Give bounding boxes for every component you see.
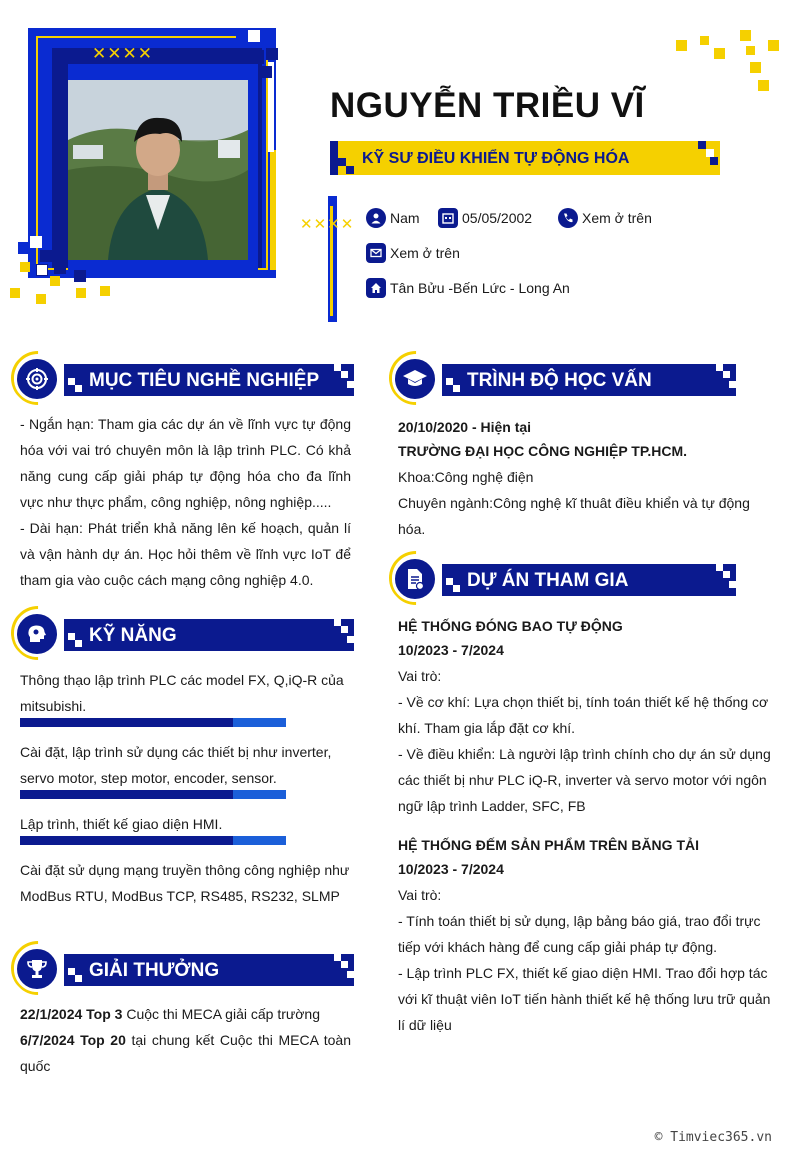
skill-fill bbox=[20, 790, 233, 799]
project-role-line: - Về điều khiển: Là người lập trình chính cho dự án sử dụng các thiết bị như PLC iQ-R, inverter và servo motor với ngôn ngữ lập trình Ladder, SFC, FB bbox=[398, 746, 771, 814]
contact-phone bbox=[558, 208, 652, 228]
job-title-bar-accent bbox=[330, 141, 338, 175]
calendar-icon bbox=[438, 208, 458, 228]
pixel-deco bbox=[723, 371, 730, 378]
education-school: TRƯỜNG ĐẠI HỌC CÔNG NGHIỆP TP.HCM. bbox=[398, 443, 688, 459]
objective-long-term: - Dài hạn: Phát triển khả năng lên kế hoạch, quản lí và vận hành dự án. Học hỏi thêm về lĩnh vực IoT để tham gia vào cuộc cách mạng công nghiệp 4.0. bbox=[20, 520, 351, 588]
footer-brand[interactable]: © Timviec365.vn bbox=[654, 1130, 772, 1145]
project-role-label: Vai trò: bbox=[398, 887, 442, 903]
skill-bar-3 bbox=[20, 836, 286, 845]
pixel-deco bbox=[100, 286, 110, 296]
pixel-deco bbox=[341, 626, 348, 633]
skill-fill bbox=[20, 718, 233, 727]
section-header-skills bbox=[64, 619, 354, 651]
document-icon bbox=[392, 556, 438, 602]
avatar bbox=[68, 80, 248, 260]
pixel-deco bbox=[75, 975, 82, 982]
brain-icon bbox=[14, 611, 60, 657]
award-desc: Cuộc thi MECA giải cấp trường bbox=[126, 1006, 320, 1022]
award-item-1 bbox=[20, 1001, 351, 1027]
project-role-line: - Về cơ khí: Lựa chọn thiết bị, tính toán thiết kế hệ thống cơ khí. Tham gia lắp đặt cơ khí. bbox=[398, 694, 769, 736]
pixel-deco bbox=[74, 270, 86, 282]
project-period: 10/2023 - 7/2024 bbox=[398, 642, 504, 658]
pixel-deco bbox=[68, 378, 75, 385]
section-header-education bbox=[442, 364, 736, 396]
graduation-cap-icon bbox=[392, 356, 438, 402]
objective-short-term: - Ngắn hạn: Tham gia các dự án về lĩnh vực tự động hóa với vai tró chuyên môn là lập trình PLC. Có khả năng cung cấp giải pháp tự động hóa cho đa lĩnh vực như thực phẩm, công nghiệp, nông nghiệp..... bbox=[20, 416, 351, 510]
pixel-deco bbox=[700, 36, 709, 45]
project-name: HỆ THỐNG ĐẾM SẢN PHẨM TRÊN BĂNG TẢI bbox=[398, 837, 699, 853]
pixel-deco bbox=[36, 294, 46, 304]
pixel-deco bbox=[248, 30, 260, 42]
frame-x-mark: ✕✕✕✕ bbox=[92, 44, 153, 63]
pixel-deco bbox=[338, 158, 346, 166]
pixel-deco bbox=[347, 381, 354, 388]
pixel-deco bbox=[714, 48, 725, 59]
pixel-deco bbox=[706, 149, 714, 157]
pixel-deco bbox=[75, 640, 82, 647]
target-icon bbox=[14, 356, 60, 402]
pixel-deco bbox=[453, 585, 460, 592]
pixel-deco bbox=[68, 633, 75, 640]
pixel-deco bbox=[54, 262, 66, 274]
address-value: Tân Bửu -Bến Lức - Long An bbox=[390, 280, 570, 296]
home-icon bbox=[366, 278, 386, 298]
pixel-deco bbox=[68, 968, 75, 975]
project-role-line: - Tính toán thiết bị sử dụng, lập bảng báo giá, trao đổi trực tiếp với khách hàng để cung cấp giải pháp tự động. bbox=[398, 913, 761, 955]
email-value[interactable]: Xem ở trên bbox=[390, 245, 460, 261]
pixel-deco bbox=[453, 385, 460, 392]
pixel-deco bbox=[334, 954, 341, 961]
email-icon bbox=[366, 243, 386, 263]
pixel-deco bbox=[266, 48, 278, 60]
pixel-deco bbox=[347, 971, 354, 978]
phone-value[interactable]: Xem ở trên bbox=[582, 210, 652, 226]
section-header-projects bbox=[442, 564, 736, 596]
skill-bar-1 bbox=[20, 718, 286, 727]
project-name: HỆ THỐNG ĐÓNG BAO TỰ ĐỘNG bbox=[398, 618, 623, 634]
contact-email bbox=[366, 243, 460, 263]
pixel-deco bbox=[698, 141, 706, 149]
pixel-deco bbox=[236, 30, 248, 42]
pixel-deco bbox=[729, 381, 736, 388]
pixel-deco bbox=[18, 242, 30, 254]
pixel-deco bbox=[729, 581, 736, 588]
section-header-awards bbox=[64, 954, 354, 986]
education-faculty: Khoa:Công nghệ điện bbox=[398, 469, 534, 485]
pixel-deco bbox=[710, 157, 718, 165]
section-title: DỰ ÁN THAM GIA bbox=[467, 570, 629, 591]
user-icon bbox=[366, 208, 386, 228]
contact-x-mark: ✕✕✕✕ bbox=[300, 216, 355, 233]
award-item-2 bbox=[20, 1027, 351, 1079]
skill-item-2: Cài đặt, lập trình sử dụng các thiết bị như inverter, servo motor, step motor, encoder, sensor. bbox=[20, 744, 332, 786]
section-title: KỸ NĂNG bbox=[89, 625, 177, 646]
trophy-icon bbox=[14, 946, 60, 992]
pixel-deco bbox=[75, 385, 82, 392]
birthday-value: 05/05/2002 bbox=[462, 210, 533, 226]
pixel-deco bbox=[10, 288, 20, 298]
award-date-rank: 22/1/2024 Top 3 bbox=[20, 1006, 123, 1022]
pixel-deco bbox=[723, 571, 730, 578]
pixel-deco bbox=[746, 46, 755, 55]
pixel-deco bbox=[758, 80, 769, 91]
award-date-rank: 6/7/2024 Top 20 bbox=[20, 1032, 126, 1048]
project-role-line: - Lập trình PLC FX, thiết kế giao diện HMI. Trao đổi hợp tác với kĩ thuật viên IoT tiến hành thiết kế hệ thống lưu trữ quản lí dữ liệu bbox=[398, 965, 771, 1033]
pixel-deco bbox=[250, 50, 264, 64]
pixel-deco bbox=[347, 636, 354, 643]
award-desc: tại chung kết Cuộc thi MECA toàn quốc bbox=[20, 1032, 352, 1074]
pixel-deco bbox=[334, 619, 341, 626]
pixel-deco bbox=[260, 36, 272, 48]
contact-gender bbox=[366, 208, 420, 228]
pixel-deco bbox=[36, 264, 48, 276]
pixel-deco bbox=[446, 578, 453, 585]
project-role-label: Vai trò: bbox=[398, 668, 442, 684]
education-major: Chuyên ngành:Công nghệ kĩ thuât điều khiển và tự động hóa. bbox=[398, 495, 750, 537]
skill-item-4: Cài đặt sử dụng mạng truyền thông công nghiệp như ModBus RTU, ModBus TCP, RS485, RS232, SLMP bbox=[20, 862, 350, 904]
skill-item-1: Thông thạo lập trình PLC các model FX, Q,iQ-R của mitsubishi. bbox=[20, 672, 344, 714]
pixel-deco bbox=[346, 166, 354, 174]
contact-address bbox=[366, 278, 570, 298]
pixel-deco bbox=[341, 371, 348, 378]
skill-bar-2 bbox=[20, 790, 286, 799]
pixel-deco bbox=[341, 961, 348, 968]
skill-item-3: Lập trình, thiết kế giao diện HMI. bbox=[20, 816, 223, 832]
section-title: MỤC TIÊU NGHỀ NGHIỆP bbox=[89, 370, 320, 391]
section-title: GIẢI THƯỞNG bbox=[89, 960, 220, 981]
section-title: TRÌNH ĐỘ HỌC VẤN bbox=[467, 370, 652, 391]
pixel-deco bbox=[740, 30, 751, 41]
pixel-deco bbox=[334, 364, 341, 371]
job-title: KỸ SƯ ĐIỀU KHIỂN TỰ ĐỘNG HÓA bbox=[362, 150, 630, 167]
pixel-deco bbox=[76, 288, 86, 298]
pixel-deco bbox=[716, 364, 723, 371]
skill-fill bbox=[20, 836, 233, 845]
candidate-name: NGUYỄN TRIỀU VĨ bbox=[330, 86, 645, 125]
pixel-deco bbox=[50, 276, 60, 286]
gender-value: Nam bbox=[390, 210, 420, 226]
pixel-deco bbox=[446, 378, 453, 385]
pixel-deco bbox=[40, 250, 52, 262]
pixel-deco bbox=[716, 564, 723, 571]
phone-icon bbox=[558, 208, 578, 228]
pixel-deco bbox=[750, 62, 761, 73]
project-period: 10/2023 - 7/2024 bbox=[398, 861, 504, 877]
person-photo-icon bbox=[68, 80, 248, 260]
education-period: 20/10/2020 - Hiện tại bbox=[398, 419, 532, 435]
frame-accent bbox=[270, 150, 276, 270]
pixel-deco bbox=[260, 66, 272, 78]
pixel-deco bbox=[30, 236, 42, 248]
pixel-deco bbox=[676, 40, 687, 51]
pixel-deco bbox=[768, 40, 779, 51]
section-header-objective bbox=[64, 364, 354, 396]
pixel-deco bbox=[20, 262, 30, 272]
contact-birthday bbox=[438, 208, 532, 228]
